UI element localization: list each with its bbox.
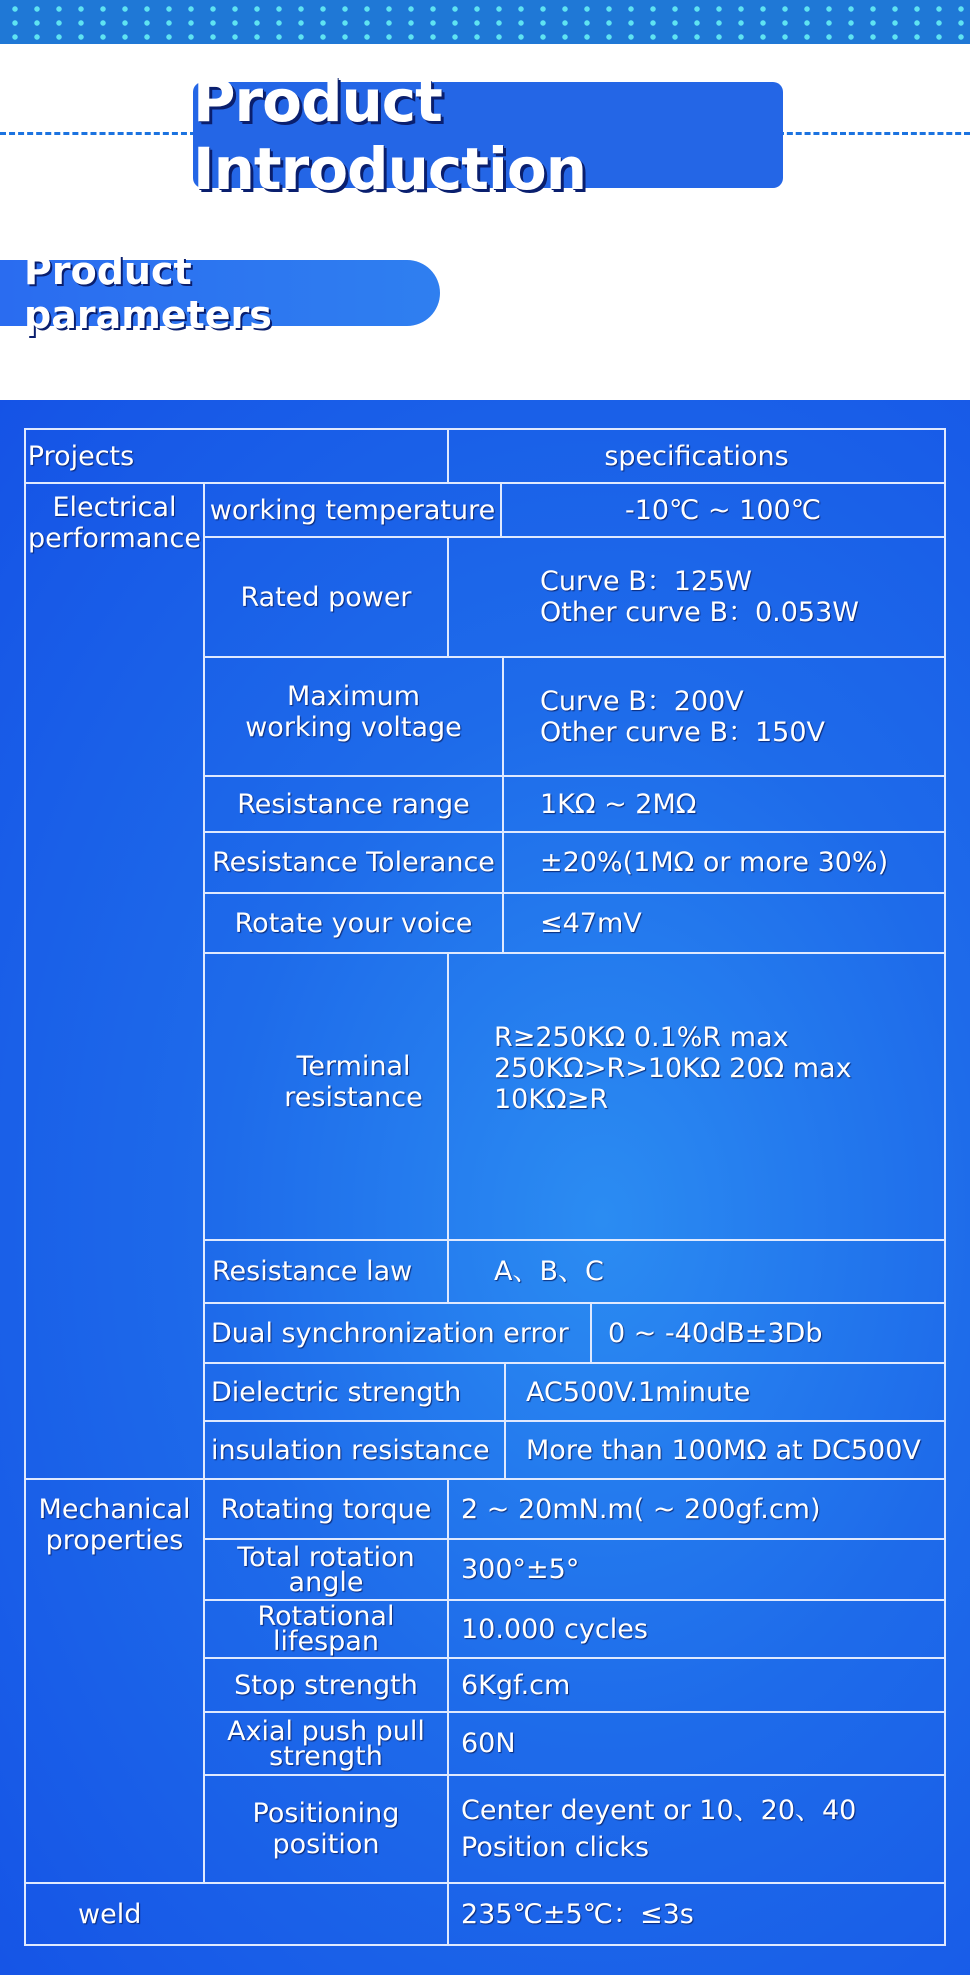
group-weld: weld (78, 1898, 142, 1930)
param-value: ±20%(1MΩ or more 30%) (540, 847, 889, 878)
group-mechanical: Mechanical properties (38, 1494, 191, 1556)
param-value: 6Kgf.cm (461, 1669, 571, 1701)
param-name: Axial push pull strength (227, 1715, 425, 1772)
col-line (447, 1478, 449, 1946)
param-value: 60N (461, 1728, 516, 1759)
param-value: Curve B：125W Other curve B：0.053W (540, 566, 859, 628)
param-name: working temperature (209, 494, 496, 526)
param-name: Rotational lifespan (257, 1601, 395, 1657)
param-value: 235℃±5℃：≤3s (461, 1898, 694, 1930)
param-value: 0 ~ -40dB±3Db (608, 1317, 823, 1349)
param-value: ≤47mV (540, 907, 642, 939)
param-name: Resistance law (212, 1256, 413, 1287)
param-name: Stop strength (234, 1669, 418, 1701)
page-title: Product Introduction (193, 67, 586, 203)
param-value: 10.000 cycles (461, 1613, 648, 1645)
param-name: Resistance Tolerance (212, 847, 495, 878)
param-value: 1KΩ ~ 2MΩ (540, 788, 697, 820)
table-border-bottom (24, 1944, 946, 1946)
col-line (504, 1362, 506, 1480)
param-name: Rotating torque (220, 1493, 432, 1525)
param-name: Total rotation angle (237, 1541, 415, 1598)
param-name: Rated power (240, 581, 412, 613)
header-projects: Projects (27, 440, 135, 472)
col-line (590, 1302, 592, 1364)
param-value: A、B、C (494, 1256, 604, 1287)
param-value: -10℃ ~ 100℃ (624, 494, 822, 526)
param-name: Dual synchronization error (211, 1317, 569, 1349)
group-electrical: Electrical performance (28, 492, 201, 554)
col-line (447, 536, 449, 658)
col-line (502, 656, 504, 954)
param-value: AC500V.1minute (526, 1376, 751, 1408)
param-name: Dielectric strength (211, 1376, 462, 1408)
param-value: 300°±5° (461, 1554, 580, 1585)
param-value: R≥250KΩ 0.1%R max 250KΩ>R>10KΩ 20Ω max 10KΩ≥R (494, 1022, 852, 1115)
header-specifications: specifications (604, 440, 789, 472)
param-value: 2 ~ 20mN.m( ~ 200gf.cm) (461, 1493, 821, 1525)
param-name: insulation resistance (211, 1434, 490, 1466)
param-name: Positioning position (252, 1798, 400, 1860)
table-border-left (24, 428, 26, 1946)
param-name: Maximum working voltage (245, 680, 462, 743)
section-title: Product parameters (24, 249, 272, 337)
param-name: Terminal resistance (284, 1050, 423, 1113)
param-value: Center deyent or 10、20、40 Position clicks (461, 1795, 857, 1863)
param-name: Rotate your voice (234, 907, 473, 939)
param-value: More than 100MΩ at DC500V (526, 1434, 921, 1466)
param-name: Resistance range (237, 788, 470, 820)
param-value: Curve B：200V Other curve B：150V (540, 685, 826, 748)
